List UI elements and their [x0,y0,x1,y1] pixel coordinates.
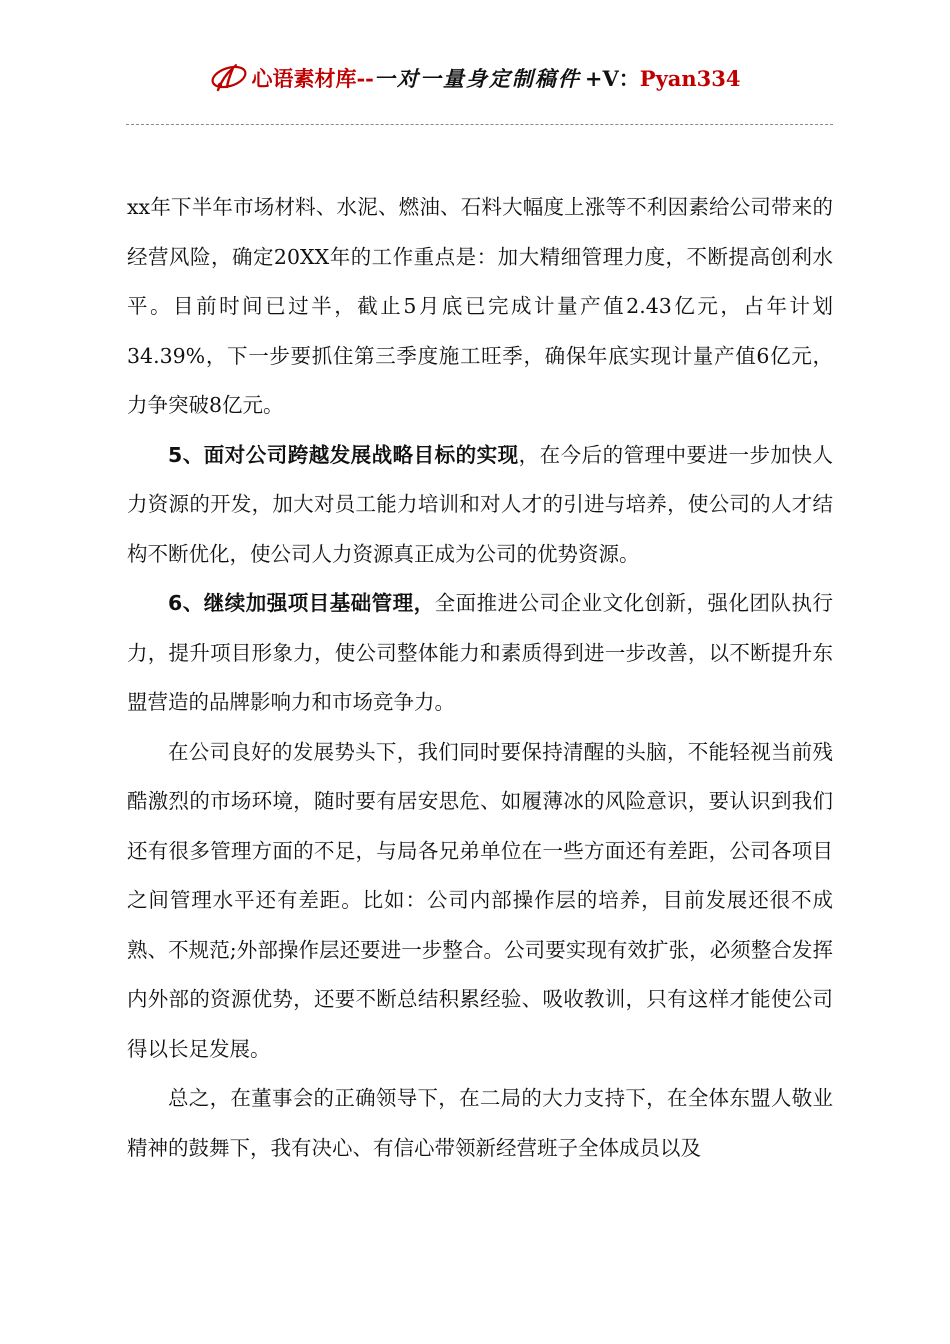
brand-name: 心语素材库 [251,66,357,91]
paragraph-conclusion: 总之，在董事会的正确领导下，在二局的大力支持下，在全体东盟人敬业精神的鼓舞下，我有决心、有信心带领新经营班子全体成员以及 [127,1086,833,1160]
header-divider [126,124,833,125]
item-5-text: ，在今后的管理中要进一步加快人力资源的开发，加大对员工能力培训和对人才的引进与培养，使公司的人才结构不断优化，使公司人力资源真正成为公司的优势资源。 [127,442,834,566]
paragraph-challenges: 在公司良好的发展势头下，我们同时要保持清醒的头脑，不能轻视当前残酷激烈的市场环境，随时要有居安思危、如履薄冰的风险意识，要认识到我们还有很多管理方面的不足，与局各兄弟单位在一些方面还有差距，公司各项目之间管理水平还有差距。比如：公司内部操作层的培养，目前发展还很不成熟、不规范;外部操作层还要进一步整合。公司要实现有效扩张，必须整合发挥内外部的资源优势，还要不断总结积累经验、吸收教训，只有这样才能使公司得以长足发展。 [127,739,833,1061]
wechat-id: Pyan334 [639,65,741,91]
document-body [127,183,833,1173]
item-6-text: 全面推进公司企业文化创新，强化团队执行力，提升项目形象力，使公司整体能力和素质得到进一步改善，以不断提升东盟营造的品牌影响力和市场竞争力。 [127,591,834,714]
paragraph-item-6 [127,579,833,728]
page-header [0,58,950,98]
item-5-heading: 5、面对公司跨越发展战略目标的实现 [168,442,519,467]
paragraph-revenue: xx年下半年市场材料、水泥、燃油、石料大幅度上涨等不利因素给公司带来的经营风险，确定20XX年的工作重点是：加大精细管理力度，不断提高创利水平。目前时间已过半，截止5月底已完成计量产值2.43亿元，占年计划34.39%，下一步要抓住第三季度施工旺季，确保年底实现计量产值6亿元，力争突破8亿元。 [127,195,833,417]
header-slogan: 一对一量身定制稿件 [373,66,581,91]
contact-prefix: +V： [584,66,640,91]
paragraph-item-5 [127,431,833,580]
brand-logo-icon [209,60,249,96]
brand-separator: -- [356,65,374,91]
item-6-heading: 6、继续加强项目基础管理， [168,591,435,615]
